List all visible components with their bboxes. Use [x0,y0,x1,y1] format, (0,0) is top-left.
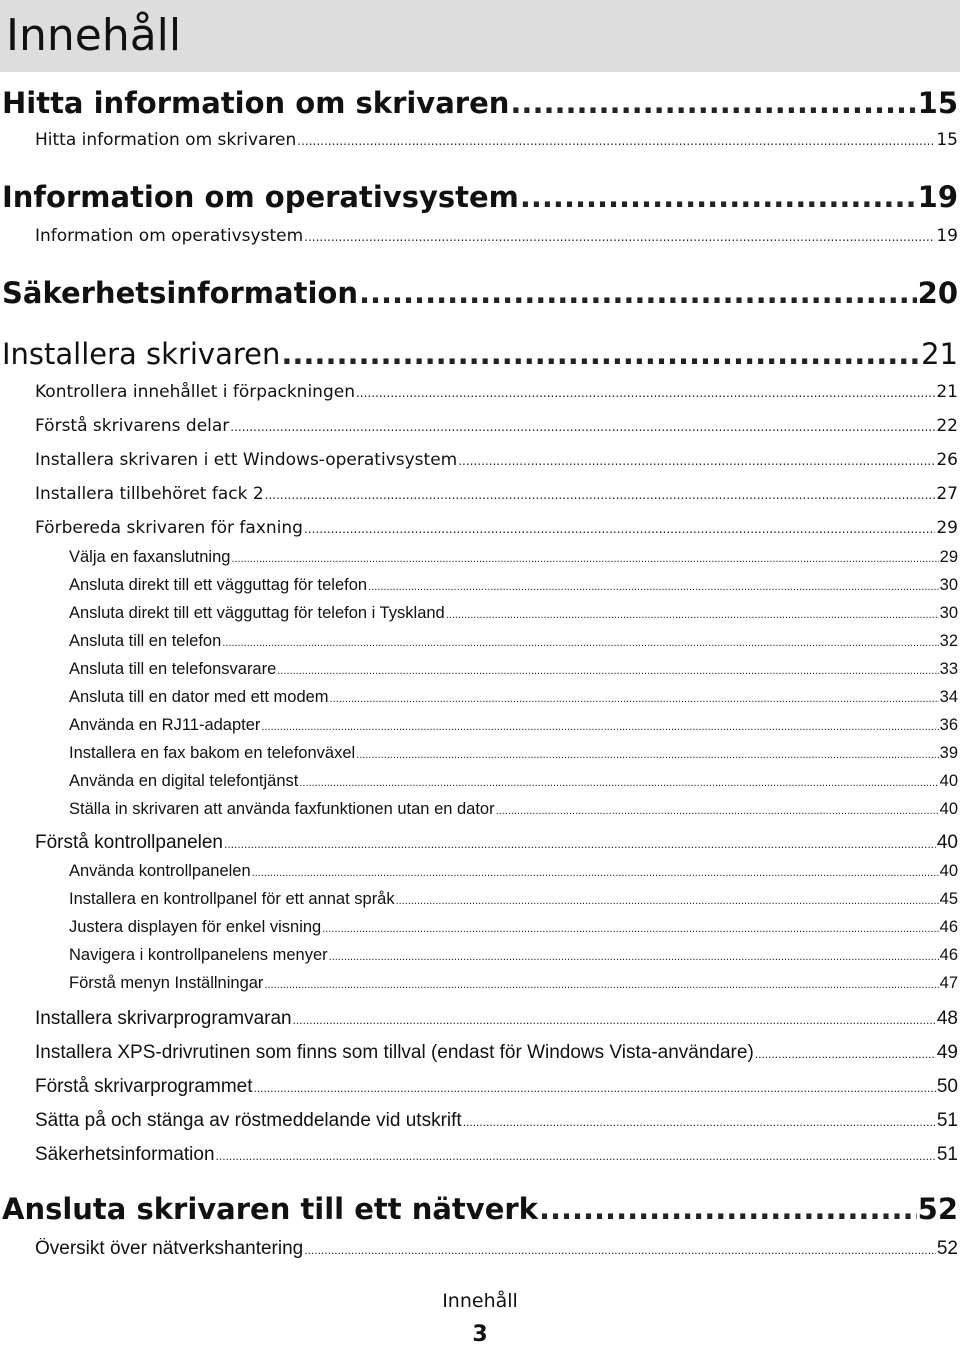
dot-leader [458,454,935,468]
dot-leader [254,1081,936,1095]
dot-leader [463,1115,936,1129]
toc-entry-page: 22 [936,416,958,436]
toc-entry-title: Förstå kontrollpanelen [35,832,223,853]
toc-entry-level-3[interactable] [69,946,958,965]
toc-entry-title: Förbereda skrivaren för faxning [35,518,303,538]
toc-entry-level-3[interactable] [69,604,958,623]
toc-entry-page: 32 [939,632,958,650]
dot-leader [299,777,938,789]
dot-leader [222,637,938,649]
toc-entry-level-3[interactable] [69,800,958,819]
toc-entry-title: Ställa in skrivaren att använda faxfunktionen utan en dator [69,800,495,818]
toc-entry-title: Använda en RJ11-adapter [69,716,261,734]
dot-leader [252,867,939,879]
toc-entry-level-2[interactable] [35,416,958,436]
dot-leader [446,609,939,621]
toc-entry-level-1[interactable] [2,180,958,214]
toc-entry-page: 15 [936,130,958,150]
toc-entry-page: 21 [936,382,958,402]
toc-entry-page: 45 [939,890,958,908]
toc-entry-title: Sätta på och stänga av röstmeddelande vid utskrift [35,1110,462,1131]
toc-entry-level-3[interactable] [69,660,958,679]
toc-entry-page: 29 [936,518,958,538]
toc-entry-page: 30 [939,604,958,622]
title-bar [0,0,960,72]
toc-entry-title: Installera skrivarprogramvaran [35,1008,292,1029]
footer-label: Innehåll [442,1290,518,1312]
dot-leader [304,230,935,244]
toc-entry-title: Förstå menyn Inställningar [69,974,264,992]
toc-entry-page: 34 [939,688,958,706]
dot-leader [520,180,917,214]
dot-leader [304,1243,936,1257]
toc-entry-level-2[interactable] [35,1076,958,1098]
toc-entry-level-3[interactable] [69,576,958,595]
page-title: Innehåll [6,10,182,61]
toc-entry-level-3[interactable] [69,918,958,937]
dot-leader [510,86,916,120]
toc-entry-level-2[interactable] [35,518,958,538]
toc-entry-level-2[interactable] [35,450,958,470]
toc-entry-page: 52 [917,1192,958,1226]
toc-entry-page: 51 [936,1110,958,1131]
toc-entry-level-1[interactable] [2,1192,958,1226]
toc-entry-level-2[interactable] [35,1144,958,1166]
toc-entry-title: Installera en fax bakom en telefonväxel [69,744,356,762]
toc-entry-page: 29 [939,548,958,566]
dot-leader [297,134,935,148]
toc-entry-title: Installera en kontrollpanel för ett annat språk [69,890,395,908]
toc-entry-level-3[interactable] [69,716,958,735]
dot-leader [496,805,939,817]
toc-entry-level-3[interactable] [69,862,958,881]
toc-entry-page: 51 [936,1144,958,1165]
toc-entry-title: Information om operativsystem [35,226,304,246]
dot-leader [755,1047,936,1061]
toc-entry-page: 46 [939,946,958,964]
dot-leader [304,522,935,536]
toc-entry-level-2[interactable] [35,1008,958,1030]
toc-entry-title: Installera XPS-drivrutinen som finns som tillval (endast för Windows Vista-användare) [35,1042,754,1063]
dot-leader [539,1192,917,1226]
toc-entry-title: Installera skrivaren i ett Windows-operativsystem [35,450,458,470]
toc-entry-page: 20 [917,276,958,310]
toc-entry-page: 30 [939,576,958,594]
dot-leader [329,951,939,963]
toc-entry-title: Information om operativsystem [2,180,519,214]
dot-leader [216,1149,936,1163]
toc-entry-page: 19 [917,180,958,214]
toc-entry-level-2[interactable] [35,1110,958,1132]
toc-entry-title: Använda en digital telefontjänst [69,772,299,790]
toc-entry-level-2[interactable] [35,382,958,402]
toc-entry-level-3[interactable] [69,974,958,993]
dot-leader [356,386,935,400]
toc-entry-level-3[interactable] [69,890,958,909]
toc-entry-level-3[interactable] [69,772,958,791]
toc-entry-level-1[interactable] [2,86,958,120]
dot-leader [293,1013,936,1027]
toc-entry-page: 40 [936,832,958,853]
dot-leader [281,337,920,371]
toc-entry-title: Ansluta till en telefon [69,632,222,650]
toc-entry-page: 39 [939,744,958,762]
toc-entry-level-3[interactable] [69,744,958,763]
toc-entry-level-2[interactable] [35,226,958,246]
toc-entry-level-2[interactable] [35,1238,958,1260]
toc-entry-page: 15 [917,86,958,120]
page-number: 3 [472,1322,488,1347]
toc-entry-level-2[interactable] [35,832,958,854]
toc-entry-title: Installera tillbehöret fack 2 [35,484,264,504]
dot-leader [261,721,938,733]
toc-entry-title: Förstå skrivarprogrammet [35,1076,253,1097]
toc-entry-level-2[interactable] [35,1042,958,1064]
toc-entry-page: 40 [939,800,958,818]
toc-entry-title: Ansluta till en dator med ett modem [69,688,329,706]
toc-entry-title: Förstå skrivarens delar [35,416,230,436]
dot-leader [264,979,938,991]
dot-leader [277,665,938,677]
toc-entry-title: Välja en faxanslutning [69,548,231,566]
dot-leader [265,488,936,502]
dot-leader [224,837,936,851]
dot-leader [231,553,938,565]
toc-entry-title: Navigera i kontrollpanelens menyer [69,946,328,964]
toc-entry-title: Ansluta direkt till ett vägguttag för telefon i Tyskland [69,604,445,622]
toc-entry-level-1[interactable] [2,337,958,371]
dot-leader [230,420,935,434]
toc-entry-page: 50 [936,1076,958,1097]
toc-entry-title: Säkerhetsinformation [2,276,358,310]
toc-entry-title: Hitta information om skrivaren [35,130,297,150]
toc-entry-page: 47 [939,974,958,992]
toc-entry-title: Ansluta till en telefonsvarare [69,660,277,678]
toc-entry-page: 21 [921,337,958,371]
toc-entry-page: 46 [939,918,958,936]
toc-entry-title: Säkerhetsinformation [35,1144,215,1165]
toc-entry-page: 33 [939,660,958,678]
toc-entry-page: 27 [936,484,958,504]
toc-entry-page: 40 [939,862,958,880]
toc-entry-page: 26 [936,450,958,470]
toc-entry-title: Använda kontrollpanelen [69,862,251,880]
toc-entry-title: Kontrollera innehållet i förpackningen [35,382,355,402]
dot-leader [330,693,939,705]
toc-entry-page: 36 [939,716,958,734]
toc-entry-title: Justera displayen för enkel visning [69,918,322,936]
toc-entry-title: Ansluta skrivaren till ett nätverk [2,1192,538,1226]
toc-entry-page: 49 [936,1042,958,1063]
dot-leader [396,895,939,907]
toc-entry-title: Installera skrivaren [2,337,281,371]
toc-entry-page: 19 [936,226,958,246]
toc-entry-level-2[interactable] [35,484,958,504]
toc-entry-page: 48 [936,1008,958,1029]
toc-entry-level-3[interactable] [69,548,958,567]
dot-leader [368,581,939,593]
toc-entry-level-3[interactable] [69,632,958,651]
toc-entry-title: Översikt över nätverkshantering [35,1238,304,1259]
toc-entry-title: Hitta information om skrivaren [2,86,510,120]
dot-leader [359,276,917,310]
dot-leader [322,923,938,935]
toc-entry-level-3[interactable] [69,688,958,707]
toc-entry-level-1[interactable] [2,276,958,310]
toc-entry-page: 40 [939,772,958,790]
toc-entry-page: 52 [936,1238,958,1259]
toc-entry-level-2[interactable] [35,130,958,150]
toc-entry-title: Ansluta direkt till ett vägguttag för telefon [69,576,368,594]
dot-leader [356,749,938,761]
